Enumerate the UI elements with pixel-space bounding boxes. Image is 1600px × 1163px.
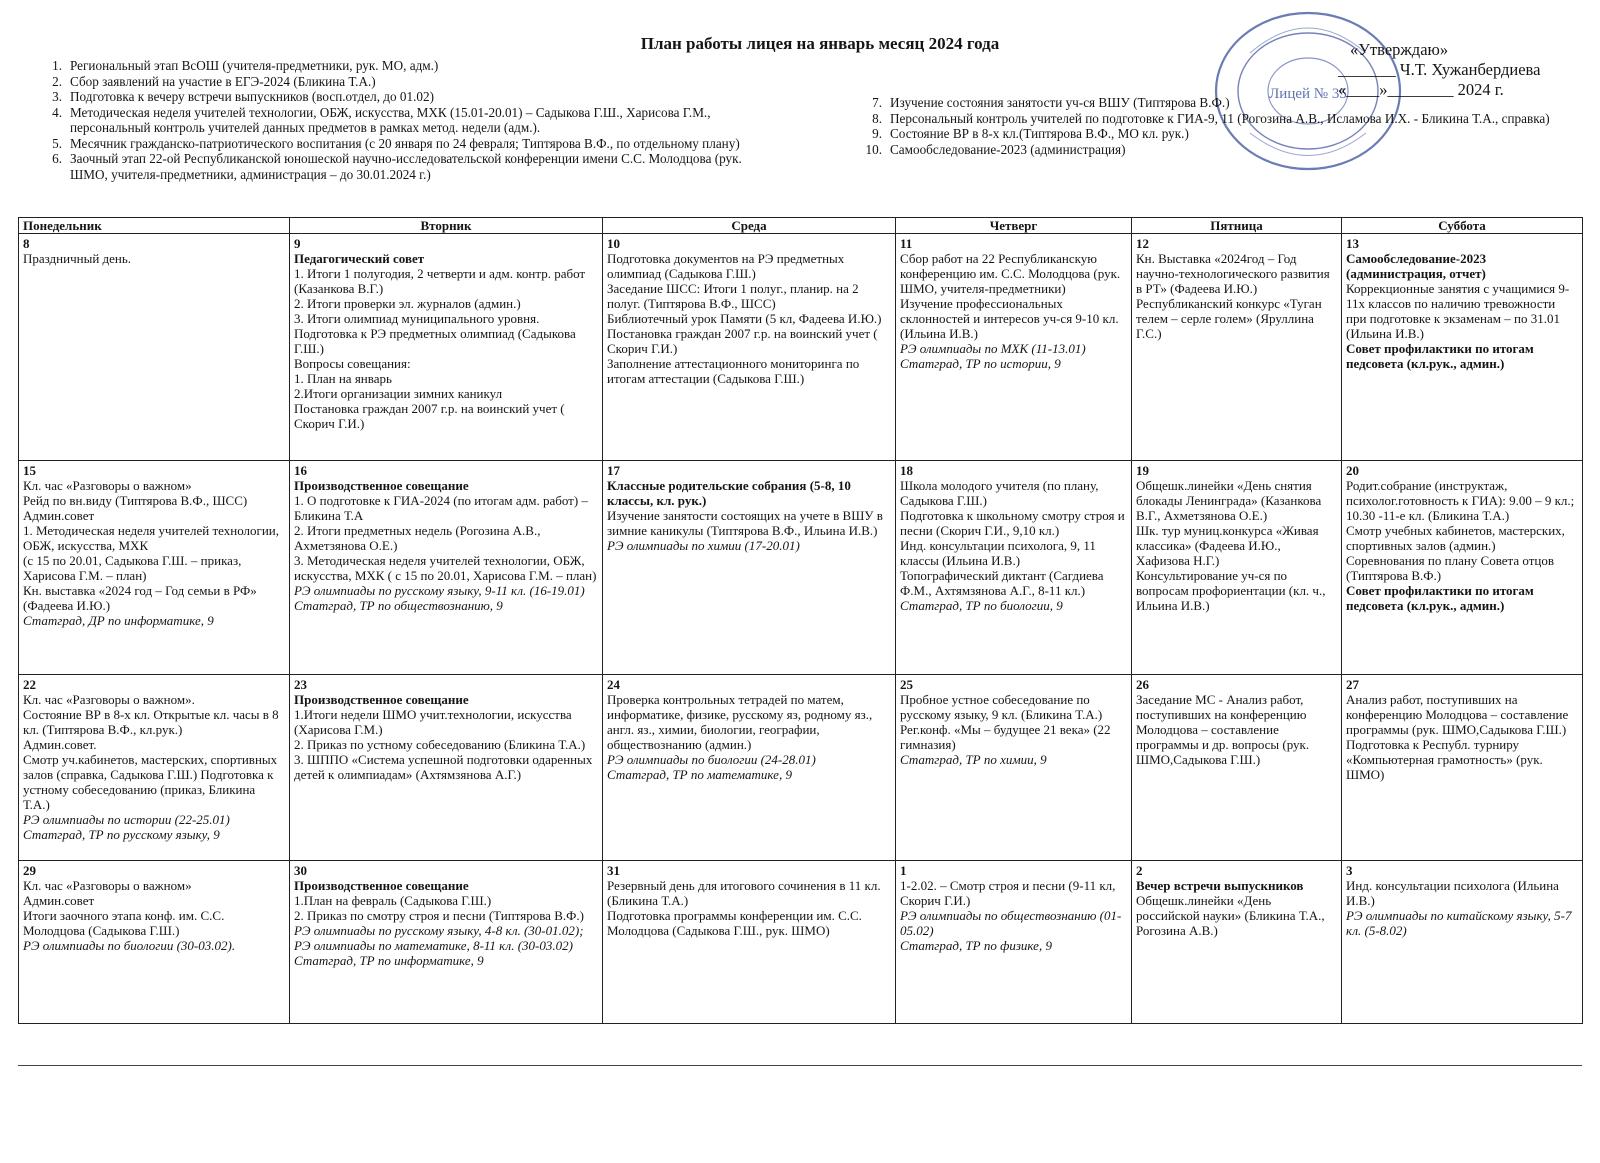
- event-text: 2. Итоги предметных недель (Рогозина А.В., Ахметзянова О.Е.): [294, 523, 541, 553]
- event-text: Педагогический совет: [294, 251, 425, 266]
- event-text: Подготовка к РЭ предметных олимпиад (Садыкова Г.Ш.): [294, 326, 576, 356]
- day-number: 13: [1346, 236, 1359, 251]
- week-row: [19, 675, 1583, 861]
- event-text: Шк. тур муниц.конкурса «Живая классика» (Фадеева И.Ю., Хафизова Н.Г.): [1136, 523, 1319, 568]
- day-number: 8: [23, 236, 30, 251]
- day-cell-thu: [896, 675, 1132, 861]
- day-number: 1: [900, 863, 907, 878]
- plan-item-number: 7.: [872, 95, 882, 110]
- plan-item-text: Подготовка к вечеру встречи выпускников (восп.отдел, до 01.02): [70, 89, 434, 104]
- event-text: Коррекционные занятия с учащимися 9-11х классов по наличию тревожности при подготовке к экзаменам – по 31.01 (Ильина И.В.): [1346, 281, 1570, 341]
- day-cell-sat: [1342, 675, 1583, 861]
- event-text: Статград, ТР по обществознанию, 9: [294, 598, 503, 613]
- event-text: 3. ШППО «Система успешной подготовки одаренных детей к олимпиадам» (Ахтямзянова А.Г.): [294, 752, 593, 782]
- day-cell-thu: [896, 234, 1132, 461]
- event-text: 1. О подготовке к ГИА-2024 (по итогам адм. работ) – Бликина Т.А: [294, 493, 588, 523]
- weekday-header: Суббота: [1342, 218, 1583, 234]
- day-cell-tue: [290, 234, 603, 461]
- event-text: Кн. выставка «2024 год – Год семьи в РФ» (Фадеева И.Ю.): [23, 583, 257, 613]
- plan-item-number: 9.: [872, 126, 882, 141]
- day-cell-sat: [1342, 461, 1583, 675]
- bottom-rule: [18, 1065, 1582, 1066]
- event-text: 1. Методическая неделя учителей технологии, ОБЖ, искусства, МХК: [23, 523, 280, 553]
- event-text: Производственное совещание: [294, 478, 469, 493]
- event-text: Заседание ШСС: Итоги 1 полуг., планир. на 2 полуг. (Типтярова В.Ф., ШСС): [607, 281, 859, 311]
- event-text: Заполнение аттестационного мониторинга по итогам аттестации (Садыкова Г.Ш.): [607, 356, 860, 386]
- day-cell-wed: [603, 234, 896, 461]
- plan-item-text: Сбор заявлений на участие в ЕГЭ-2024 (Бликина Т.А.): [70, 73, 376, 89]
- event-text: 1-2.02. – Смотр строя и песни (9-11 кл, Скорич Г.И.): [900, 878, 1116, 908]
- event-text: Топографический диктант (Сагдиева Ф.М., Ахтямзянова А.Г., 8-11 кл.): [900, 568, 1104, 598]
- event-text: Праздничный день.: [23, 251, 132, 266]
- plan-item: [40, 105, 780, 136]
- weekday-header: Понедельник: [19, 218, 290, 234]
- plan-item-text: Состояние ВР в 8-х кл.(Типтярова В.Ф., МО кл. рук.): [890, 126, 1189, 141]
- event-text: Инд. консультации психолога, 9, 11 классы (Ильина И.В.): [900, 538, 1096, 568]
- day-cell-wed: [603, 861, 896, 1024]
- day-number: 11: [900, 236, 913, 251]
- plan-item: [40, 74, 780, 90]
- event-text: Школа молодого учителя (по плану, Садыкова Г.Ш.): [900, 478, 1099, 508]
- event-text: РЭ олимпиады по биологии (24-28.01): [607, 752, 816, 767]
- event-text: Проверка контрольных тетрадей по матем, информатике, физике, русскому яз, родному яз., англ. яз., химии, биологии, географии, обществознанию (админ.): [607, 692, 873, 752]
- plan-item-number: 6.: [52, 151, 62, 166]
- day-cell-sat: [1342, 861, 1583, 1024]
- plan-item: [860, 95, 1580, 111]
- event-text: Библиотечный урок Памяти (5 кл, Фадеева И.Ю.): [607, 311, 882, 326]
- event-text: Админ.совет: [23, 508, 95, 523]
- plan-item-text: Изучение состояния занятости уч-ся ВШУ (Типтярова В.Ф.): [890, 95, 1230, 110]
- plan-item-number: 8.: [872, 110, 882, 126]
- plan-item-number: 2.: [52, 73, 62, 89]
- plan-item-text: Методическая неделя учителей технологии, ОБЖ, искусства, МХК (15.01-20.01) – Садыкова Г.Ш., Харисова Г.М., персональный контроль учителей данных предметов в рамках метод. недели (адм.).: [70, 104, 711, 135]
- event-text: Рейд по вн.виду (Типтярова В.Ф., ШСС): [23, 493, 248, 508]
- day-number: 2: [1136, 863, 1143, 878]
- event-text: Состояние ВР в 8-х кл. Открытые кл. часы в 8 кл. (Типтярова В.Ф., кл.рук.): [23, 707, 279, 737]
- approval-date: «____»________ 2024 г.: [1338, 80, 1504, 99]
- event-text: Статград, ТР по химии, 9: [900, 752, 1047, 767]
- event-text: Совет профилактики по итогам педсовета (кл.рук., админ.): [1346, 583, 1534, 613]
- event-text: Кл. час «Разговоры о важном»: [23, 478, 192, 493]
- plan-item-number: 1.: [52, 58, 62, 73]
- day-cell-mon: [19, 461, 290, 675]
- day-cell-tue: [290, 461, 603, 675]
- event-text: Соревнования по плану Совета отцов (Типтярова В.Ф.): [1346, 553, 1555, 583]
- day-cell-wed: [603, 461, 896, 675]
- event-text: Родит.собрание (инструктаж, психолог.готовность к ГИА): 9.00 – 9 кл.; 10.30 -11-е кл. (Бликина Т.А.): [1346, 478, 1575, 523]
- plan-item-text: Месячник гражданско-патриотического воспитания (с 20 января по 24 февраля; Типтярова В.Ф., по отдельному плану): [70, 135, 740, 151]
- day-cell-tue: [290, 675, 603, 861]
- weekday-header: Пятница: [1132, 218, 1342, 234]
- event-text: Статград, ДР по информатике, 9: [23, 613, 214, 628]
- event-text: Итоги заочного этапа конф. им. С.С. Молодцова (Садыкова Г.Ш.): [23, 908, 225, 938]
- day-number: 24: [607, 677, 620, 692]
- event-text: Республиканский конкурс «Туган телем – серле голем» (Яруллина Г.С.): [1136, 296, 1322, 341]
- day-cell-fri: [1132, 675, 1342, 861]
- svg-text:Лицей № 35: Лицей № 35: [1269, 86, 1347, 102]
- event-text: Классные родительские собрания (5-8, 10 классы, кл. рук.): [607, 478, 851, 508]
- event-text: Вопросы совещания:: [294, 356, 411, 371]
- plan-item-number: 5.: [52, 135, 62, 151]
- event-text: Общешк.линейки «День российской науки» (Бликина Т.А., Рогозина А.В.): [1136, 893, 1325, 938]
- day-number: 10: [607, 236, 620, 251]
- plan-item-number: 4.: [52, 104, 62, 120]
- day-number: 23: [294, 677, 307, 692]
- event-text: 2. Итоги проверки эл. журналов (админ.): [294, 296, 521, 311]
- event-text: Подготовка к школьному смотру строя и песни (Скорич Г.И., 9,10 кл.): [900, 508, 1125, 538]
- day-cell-thu: [896, 461, 1132, 675]
- event-text: Резервный день для итогового сочинения в 11 кл. (Бликина Т.А.): [607, 878, 881, 908]
- day-cell-fri: [1132, 461, 1342, 675]
- event-text: Изучение профессиональных склонностей и интересов уч-ся 9-10 кл. (Ильина И.В.): [900, 296, 1119, 341]
- plan-item: [860, 142, 1580, 158]
- week-row: [19, 861, 1583, 1024]
- day-cell-sat: [1342, 234, 1583, 461]
- event-text: Анализ работ, поступивших на конференцию Молодцова – составление программы (рук. ШМО,Садыкова Г.Ш.): [1346, 692, 1569, 737]
- day-number: 17: [607, 463, 620, 478]
- event-text: Статград, ТР по математике, 9: [607, 767, 792, 782]
- event-text: Вечер встречи выпускников: [1136, 878, 1304, 893]
- day-cell-thu: [896, 861, 1132, 1024]
- plan-item-text: Персональный контроль учителей по подготовке к ГИА-9, 11 (Рогозина А.В., Исламова И.Х. - Бликина Т.А., справка): [890, 110, 1550, 126]
- day-number: 26: [1136, 677, 1149, 692]
- event-text: РЭ олимпиады по истории (22-25.01): [23, 812, 230, 827]
- approval-block: [1338, 40, 1578, 100]
- weekday-header-row: [19, 218, 1583, 234]
- event-text: Статград, ТР по русскому языку, 9: [23, 827, 220, 842]
- event-text: Смотр уч.кабинетов, мастерских, спортивных залов (справка, Садыкова Г.Ш.) Подготовка к устному собеседованию (приказ, Бликина Т.А.): [23, 752, 278, 812]
- day-number: 12: [1136, 236, 1149, 251]
- day-cell-fri: [1132, 861, 1342, 1024]
- event-text: (с 15 по 20.01, Садыкова Г.Ш. – приказ, Харисова Г.М. – план): [23, 553, 242, 583]
- event-text: РЭ олимпиады по обществознанию (01-05.02): [900, 908, 1122, 938]
- event-text: Инд. консультации психолога (Ильина И.В.): [1346, 878, 1559, 908]
- plan-item: [40, 151, 780, 182]
- plan-item-number: 3.: [52, 89, 62, 104]
- day-number: 30: [294, 863, 307, 878]
- event-text: Подготовка программы конференции им. С.С. Молодцова (Садыкова Г.Ш., рук. ШМО): [607, 908, 862, 938]
- event-text: Постановка граждан 2007 г.р. на воинский учет ( Скорич Г.И.): [294, 401, 565, 431]
- event-text: Статград, ТР по истории, 9: [900, 356, 1061, 371]
- day-number: 3: [1346, 863, 1353, 878]
- day-number: 25: [900, 677, 913, 692]
- plan-item-text: Заочный этап 22-ой Республиканской юношеской научно-исследовательской конференции имени С.С. Молодцова (рук. ШМО, учителя-предметники, администрация – до 30.01.2024 г.): [70, 151, 742, 182]
- plan-item-text: Самообследование-2023 (администрация): [890, 141, 1126, 157]
- plan-item-text: Региональный этап ВсОШ (учителя-предметники, рук. МО, адм.): [70, 58, 439, 73]
- event-text: 1.План на февраль (Садыкова Г.Ш.): [294, 893, 492, 908]
- weekday-header: Вторник: [290, 218, 603, 234]
- weekday-header: Среда: [603, 218, 896, 234]
- event-text: 3. Итоги олимпиад муниципального уровня.: [294, 311, 540, 326]
- event-text: Изучение занятости состоящих на учете в ВШУ в зимние каникулы (Типтярова В.Ф., Ильина И.В.): [607, 508, 883, 538]
- event-text: Сбор работ на 22 Республиканскую конференцию им. С.С. Молодцова (рук. ШМО, учителя-предметники): [900, 251, 1121, 296]
- event-text: Подготовка документов на РЭ предметных олимпиад (Садыкова Г.Ш.): [607, 251, 845, 281]
- plan-item: [40, 136, 780, 152]
- day-cell-mon: [19, 675, 290, 861]
- day-number: 27: [1346, 677, 1359, 692]
- day-number: 20: [1346, 463, 1359, 478]
- event-text: 2. Приказ по устному собеседованию (Бликина Т.А.): [294, 737, 586, 752]
- page-title: План работы лицея на январь месяц 2024 года: [640, 34, 1000, 53]
- event-text: Заседание МС - Анализ работ, поступивших на конференцию Молодцова – составление программы и др. вопросы (рук. ШМО,Садыкова Г.Ш.): [1136, 692, 1310, 767]
- week-row: [19, 234, 1583, 461]
- event-text: Смотр учебных кабинетов, мастерских, спортивных залов (админ.): [1346, 523, 1565, 553]
- event-text: Кн. Выставка «2024год – Год научно-технологического развития в РТ» (Фадеева И.Ю.): [1136, 251, 1330, 296]
- event-text: Рег.конф. «Мы – будущее 21 века» (22 гимназия): [900, 722, 1111, 752]
- event-text: Кл. час «Разговоры о важном».: [23, 692, 195, 707]
- day-number: 31: [607, 863, 620, 878]
- event-text: Производственное совещание: [294, 692, 469, 707]
- plan-item: [40, 89, 780, 105]
- schedule-table: [18, 217, 1583, 1024]
- day-cell-fri: [1132, 234, 1342, 461]
- event-text: Кл. час «Разговоры о важном»: [23, 878, 192, 893]
- event-text: 1. Итоги 1 полугодия, 2 четверти и адм. контр. работ (Казанкова В.Г.): [294, 266, 586, 296]
- event-text: Производственное совещание: [294, 878, 469, 893]
- event-text: Совет профилактики по итогам педсовета (кл.рук., админ.): [1346, 341, 1534, 371]
- event-text: Статград, ТР по биологии, 9: [900, 598, 1063, 613]
- event-text: РЭ олимпиады по биологии (30-03.02).: [23, 938, 236, 953]
- day-number: 16: [294, 463, 307, 478]
- event-text: 1.Итоги недели ШМО учит.технологии, искусства (Харисова Г.М.): [294, 707, 572, 737]
- approval-signature: _______ Ч.Т. Хужанбердиева: [1338, 60, 1541, 79]
- event-text: РЭ олимпиады по химии (17-20.01): [607, 538, 800, 553]
- day-number: 15: [23, 463, 36, 478]
- event-text: РЭ олимпиады по китайскому языку, 5-7 кл. (5-8.02): [1346, 908, 1572, 938]
- event-text: Статград, ТР по информатике, 9: [294, 953, 484, 968]
- day-number: 19: [1136, 463, 1149, 478]
- plan-item: [860, 111, 1580, 127]
- event-text: РЭ олимпиады по МХК (11-13.01): [900, 341, 1086, 356]
- event-text: Статград, ТР по физике, 9: [900, 938, 1052, 953]
- event-text: РЭ олимпиады по русскому языку, 9-11 кл. (16-19.01): [294, 583, 585, 598]
- event-text: Постановка граждан 2007 г.р. на воинский учет ( Скорич Г.И.): [607, 326, 878, 356]
- plan-item-number: 10.: [865, 141, 882, 157]
- event-text: Пробное устное собеседование по русскому языку, 9 кл. (Бликина Т.А.): [900, 692, 1103, 722]
- event-text: Подготовка к Республ. турниру «Компьютерная грамотность» (рук. ШМО): [1346, 737, 1543, 782]
- day-cell-wed: [603, 675, 896, 861]
- event-text: 1. План на январь: [294, 371, 392, 386]
- event-text: Общешк.линейки «День снятия блокады Ленинграда» (Казанкова В.Г., Ахметзянова О.Е.): [1136, 478, 1322, 523]
- event-text: Самообследование-2023 (администрация, отчет): [1346, 251, 1487, 281]
- day-number: 18: [900, 463, 913, 478]
- event-text: Админ.совет.: [23, 737, 97, 752]
- event-text: Админ.совет: [23, 893, 95, 908]
- plan-item: [860, 126, 1580, 142]
- day-number: 29: [23, 863, 36, 878]
- plan-list-right: [860, 95, 1580, 157]
- approval-heading: «Утверждаю»: [1350, 40, 1449, 59]
- day-cell-mon: [19, 861, 290, 1024]
- day-cell-tue: [290, 861, 603, 1024]
- day-number: 22: [23, 677, 36, 692]
- plan-item: [40, 58, 780, 74]
- event-text: 3. Методическая неделя учителей технологии, ОБЖ, искусства, МХК ( с 15 по 20.01, Харисова Г.М. – план): [294, 553, 597, 583]
- event-text: РЭ олимпиады по русскому языку, 4-8 кл. (30-01.02); РЭ олимпиады по математике, 8-11 кл. (30-03.02): [294, 923, 584, 953]
- weekday-header: Четверг: [896, 218, 1132, 234]
- event-text: 2. Приказ по смотру строя и песни (Типтярова В.Ф.): [294, 908, 584, 923]
- event-text: Консультирование уч-ся по вопросам профориентации (кл. ч., Ильина И.В.): [1136, 568, 1326, 613]
- event-text: 2.Итоги организации зимних каникул: [294, 386, 503, 401]
- plan-list-left: [40, 58, 780, 182]
- week-row: [19, 461, 1583, 675]
- day-cell-mon: [19, 234, 290, 461]
- day-number: 9: [294, 236, 301, 251]
